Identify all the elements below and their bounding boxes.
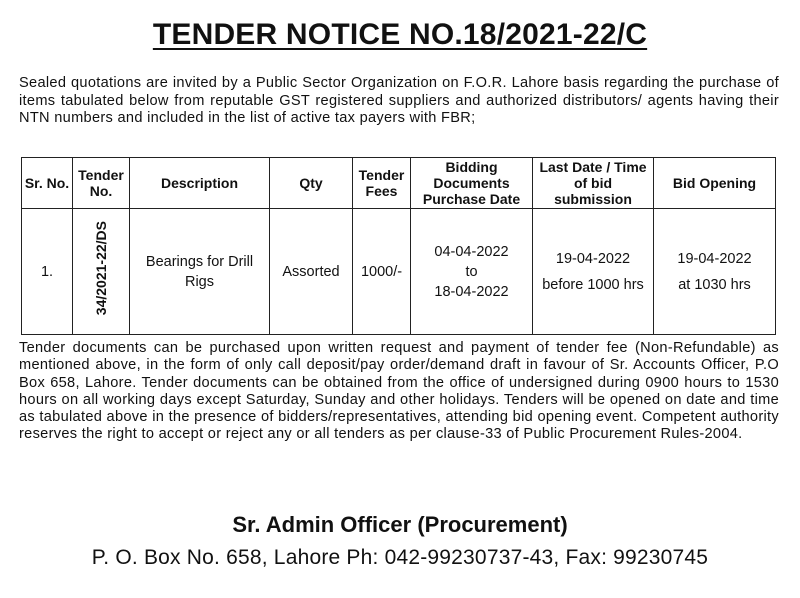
contact-address: P. O. Box No. 658, Lahore Ph: 042-99230737-43, Fax: 99230745 <box>91 546 709 569</box>
header-sr-no: Sr. No. <box>22 158 73 209</box>
last-time-value: before 1000 hrs <box>542 276 644 293</box>
header-bidding-documents: Bidding Documents Purchase Date <box>411 158 533 209</box>
notice-title <box>0 18 800 52</box>
opening-date-value: 19-04-2022 <box>677 250 752 267</box>
terms-paragraph: Tender documents can be purchased upon written request and payment of tender fee (Non-Refundable) as mentioned above, in the form of only call deposit/pay order/demand draft in favour of Sr. Accounts Officer, P.O Box 658, Lahore. Tender documents can be obtained from the office of undersigned during 0900 hours to 1530 hours on all working days except Saturday, Sunday and other holidays. Tenders will be opened on date and time as tabulated above in the presence of bidders/representatives, attending bid opening event. Competent authority reserves the right to accept or reject any or all tenders as per clause-33 of Public Procurement Rules-2004. <box>19 340 779 443</box>
header-description: Description <box>130 158 270 209</box>
purchase-date-to-word: to <box>465 263 478 280</box>
table-row <box>22 209 776 335</box>
cell-last-date <box>533 209 654 335</box>
cell-tender-no <box>73 209 130 335</box>
last-date-value: 19-04-2022 <box>555 250 631 267</box>
intro-paragraph: Sealed quotations are invited by a Public Sector Organization on F.O.R. Lahore basis regarding the purchase of items tabulated below from reputable GST registered suppliers and authorized distributors/ agents having their NTN numbers and included in the list of active tax payers with FBR; <box>19 75 779 126</box>
header-bid-opening: Bid Opening <box>654 158 776 209</box>
header-tender-no: Tender No. <box>73 158 130 209</box>
cell-tender-fees: 1000/- <box>353 209 411 335</box>
tender-table <box>21 157 776 335</box>
notice-title-text: TENDER NOTICE NO.18/2021-22/C <box>152 18 648 51</box>
header-qty: Qty <box>270 158 353 209</box>
header-tender-fees: Tender Fees <box>353 158 411 209</box>
signer-title: Sr. Admin Officer (Procurement) <box>232 512 568 537</box>
purchase-date-from: 04-04-2022 <box>434 243 509 260</box>
table-header-row <box>22 158 776 209</box>
tender-no-text: 34/2021-22/DS <box>93 221 109 316</box>
cell-bid-opening <box>654 209 776 335</box>
cell-description: Bearings for Drill Rigs <box>130 209 270 335</box>
cell-purchase-date <box>411 209 533 335</box>
opening-time-value: at 1030 hrs <box>678 276 751 293</box>
header-last-date: Last Date / Time of bid submission <box>533 158 654 209</box>
cell-sr-no: 1. <box>22 209 73 335</box>
purchase-date-to: 18-04-2022 <box>434 283 509 300</box>
cell-qty: Assorted <box>270 209 353 335</box>
